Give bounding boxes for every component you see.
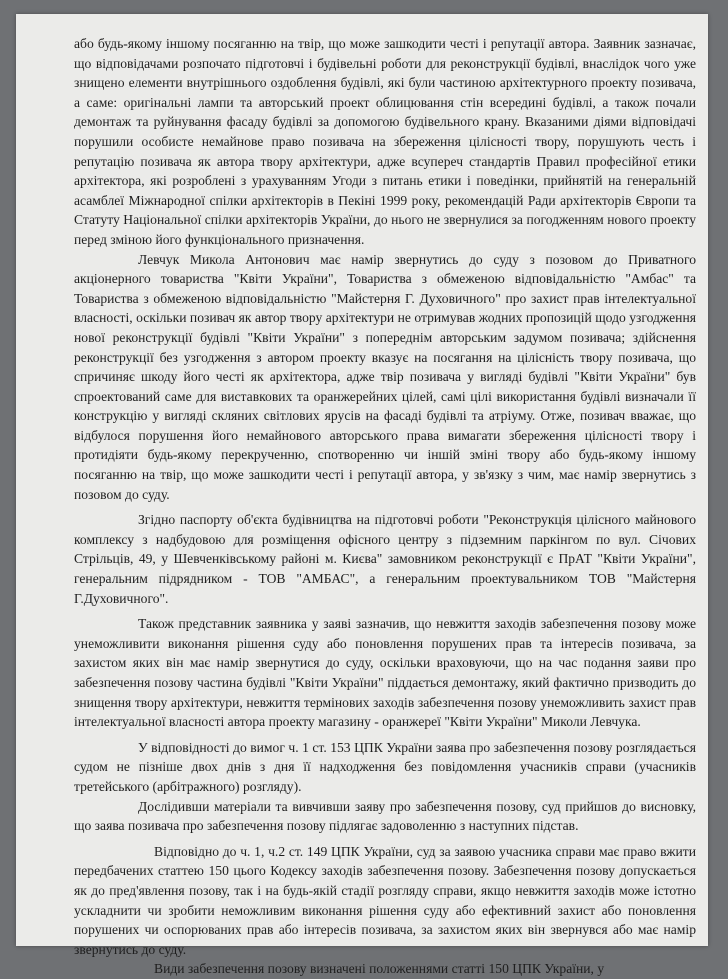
- paragraph-5: У відповідності до вимог ч. 1 ст. 153 ЦПК України заява про забезпечення позову розглядається судом не пізніше двох днів з дня її надходження без повідомлення учасників справи (учасників третейського (арбітражного) розгляду).: [74, 739, 696, 794]
- document-page: [16, 14, 708, 977]
- paragraph-8: Види забезпечення позову визначені положеннями статті 150 ЦПК України, у: [154, 961, 605, 977]
- paragraph-4: Також представник заявника у заяві зазначив, що невжиття заходів забезпечення позову може унеможливити виконання рішення суду або поновлення порушених прав та інтересів позивача, за захистом яких він має намір звернутися до суду, оскільки враховуючи, що на час подання заяви про забезпечення позову частина будівлі "Квіти України" піддається демонтажу, який фактично призводить до знищення твору архітектури, невжиття термінових заходів забезпечення позову унеможливить захист прав інтелектуальної власності автора проекту магазину - оранжереї "Квіти України" Миколи Левчука.: [74, 616, 696, 730]
- document-body: [74, 34, 696, 979]
- paragraph-2: Левчук Микола Антонович має намір звернутись до суду з позовом до Приватного акціонерного товариства "Квіти України", Товариства з обмеженою відповідальністю "Амбас" та Товариства з обмеженою відповідальністю "Майстерня Г. Духовичного" про захист прав інтелектуальної власності, оскільки позивач як автор твору архітектури не отримував жодних пропозицій щодо узгодження нової реконструкції будівлі "Квіти України" з попереднім авторським задумом позивача; здійснення реконструкції без узгодження з автором проекту вказує на посягання на цілісність твору позивача, що спричиняє шкоду його честі як архітектора, адже твір позивача у вигляді будівлі "Квіти України" був спроектований саме для виставкових та оранжерейних цілей, самі цілі використання будівлі визначали її конструкцію у вигляді скляних світлових ярусів на фасаді будівлі та атріуму. Отже, позивач вважає, що відбулося порушення його немайнового авторського права вимагати збереження цілісності твору і протидіяти будь-якому перекрученню, спотворенню чи іншій зміні твору або будь-якому іншому посяганню на твір, що може зашкодити честі і репутації автора, у зв'язку з чим, має намір звернутись з позовом до суду.: [74, 251, 696, 502]
- paragraph-7: Відповідно до ч. 1, ч.2 ст. 149 ЦПК України, суд за заявою учасника справи має право вжити передбачених статтею 150 цього Кодексу заходів забезпечення позову. Забезпечення позову допускається як до пред'явлення позову, так і на будь-якій стадії розгляду справи, якщо невжиття заходів може істотно ускладнити чи зробити неможливим виконання рішення суду або ефективний захист або поновлення порушених чи оспорюваних прав або інтересів позивача, за захистом яких він звернувся або має намір звернутись до суду.: [74, 843, 696, 957]
- paragraph-1: або будь-якому іншому посяганню на твір, що може зашкодити честі і репутації автора. Заявник зазначає, що відповідачами розпочато підготовчі і будівельні роботи для реконструкції будівлі, внаслідок чого уже знищено елементи внутрішнього оздоблення будівлі, які були частиною архітектурного проекту позивача, а саме: оригінальні лампи та авторський проект облицювання стін всередині будівлі, а також почали демонтаж та руйнування фасаду будівлі за допомогою будівельного крану. Вказаними діями відповідачі порушили особисте немайнове право позивача на збереження цілісності твору, порушують честь і репутацію позивача як автора твору архітектури, адже всупереч стандартів Правил професійної етики архітектора, які розроблені з урахуванням Угоди з питань етики і поведінки, прийнятій на генеральній асамблеї Міжнародної спілки архітекторів в Пекіні 1999 року, рекомендацій Ради архітекторів Європи та Статуту Національної спілки архітекторів України, до нього не звернулися за погодженням нового проекту перед зміною його функціонального призначення.: [74, 36, 696, 247]
- paragraph-3: Згідно паспорту об'єкта будівництва на підготовчі роботи "Реконструкція цілісного майнового комплексу з надбудовою для розміщення офісного центру з підземним паркінгом по вул. Січових Стрільців, 49, у Шевченківському районі м. Києва" замовником реконструкції є ПрАТ "Квіти України", генеральним підрядником - ТОВ "АМБАС", а генеральним проектувальником ТОВ "Майстерня Г.Духовичного".: [74, 512, 696, 606]
- paragraph-6: Дослідивши матеріали та вивчивши заяву про забезпечення позову, суд прийшов до висновку, що заява позивача про забезпечення позову підлягає задоволенню з наступних підстав.: [74, 798, 696, 834]
